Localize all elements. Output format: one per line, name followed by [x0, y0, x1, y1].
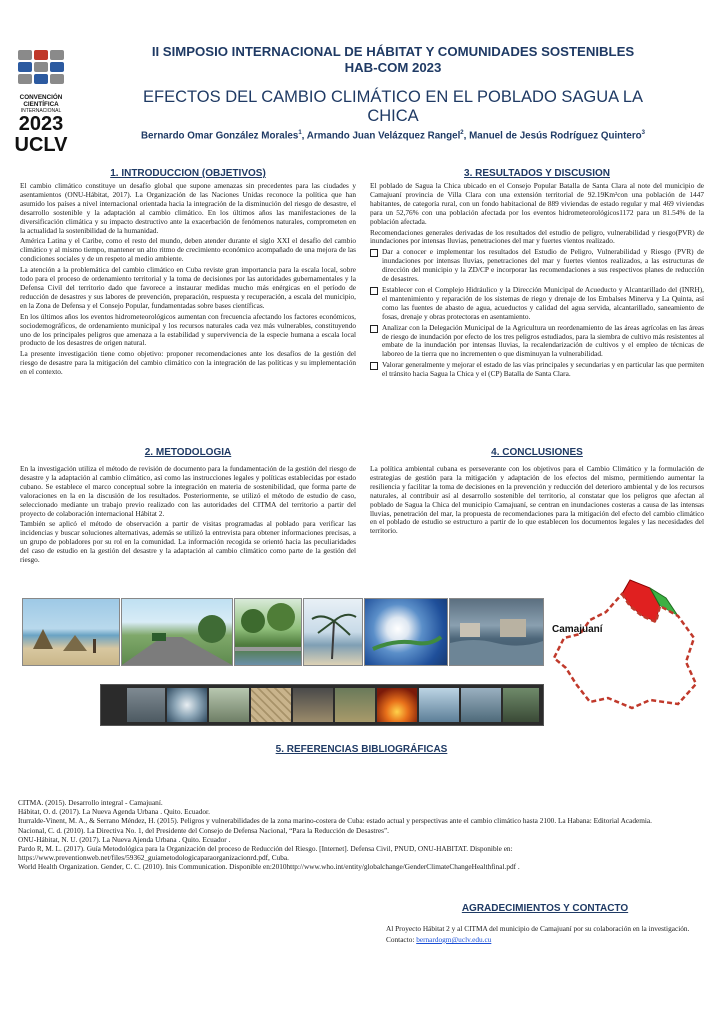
photo-palm-beach	[303, 598, 363, 666]
logo-uni: UCLV	[14, 134, 68, 156]
reference-item: Nacional, C. d. (2010). La Directiva No. 1, del Presidente del Consejo de Defensa Nacional, “Para la Reducción de Desastres”.	[18, 825, 390, 835]
metodologia-paragraph-1: En la investigación utiliza el método de revisión de documento para la fundamentación de la gestión del riesgo de desastre y la adaptación al cambio climático, así como las instrucciones legales y políticas establecidas por estado cubano. Se establece el marco conceptual sobre la integración en materia de sostenibilidad, que forma parte de valoraciones en la en la discusión de los resultados. Posteriormente, se utilizó el método de estudio de caso, seleccionado mediante un trabajo previo realizado con las autoridades del CITMA del territorio a partir del proyecto de colaboración internacional Hábitat 2.	[20, 464, 356, 518]
recommendation-text-3: Analizar con la Delegación Municipal de la Agricultura un reordenamiento de las áreas agrícolas en las áreas de riesgo de inundación por efecto de los tres peligros estudiados, para la siembra de cultivo más resistentes al embate de la inundación por intensas lluvias, la recalendarización de cultivos y el empleo de técnicas de laboreo de la tierra que no incrementen o que disminuyan la vulnerabilidad.	[382, 322, 704, 359]
section-title-conclusiones: 4. CONCLUSIONES	[491, 447, 583, 458]
author-2-affil: 2	[460, 130, 464, 136]
intro-paragraph-3: La atención a la problemática del cambio climático en Cuba reviste gran importancia para la escala local, sobre todo para el proceso de ordenamiento territorial y la toma de decisiones por las autoridades gubernamentales y la Defensa Civil del territorio dado que favorece a instaurar medidas mucho más enérgicas en el período de reducción de desastres y sus labores de prevención, preparación, respuesta y recuperación, a escala del municipio, en la Zona de Defensa y el Consejo Popular, fundamentadas sobre bases científicas.	[20, 265, 356, 310]
section-agradecimientos	[386, 925, 704, 947]
intro-paragraph-2: América Latina y el Caribe, como el resto del mundo, deben atender durante el siglo XXI el desafío del cambio climático y al mismo tiempo, mantener un alto ritmo de crecimiento económico acompañado de una mejora de las condiciones sociales y de un respeto al medio ambiente.	[20, 236, 356, 264]
conclusiones-paragraph-1: La política ambiental cubana es perseverante con los objetivos para el Cambio Climático y la formulación de estrategias de gestión para la mitigación y adaptación de los efectos del mismo, permitiendo aumentar la resiliencia y facilitar la toma de decisiones en la prevención y reducción del deterioro ambiental y de los recursos naturales, al contribuir así al desarrollo sostenible del territorio, al constatar que los peligros que afectan al poblado de Sagua la Chica del municipio Camajuaní, se centran en inundaciones costeras a causa de las intensas lluvias, penetración del mar, la propuesta de recomendaciones para la mitigación del efecto del cambio climático en el poblado de estudio se estructuro a partir de lo que establecen los documentos legales y las necesidades del territorio.	[370, 464, 704, 536]
reference-item: World Health Organization. Gender, C. C. (2010). Inis Communication. Disponible en:2010http://www.who.int/entity/globalchange/GenderClimateChangeHealthfinal.pdf .	[18, 862, 520, 872]
contact-email-link[interactable]: bernardogm@uclv.edu.cu	[416, 934, 492, 944]
section-conclusiones	[370, 465, 704, 538]
photo-strip	[100, 684, 544, 726]
resultados-paragraph-2: Recomendaciones generales derivadas de los resultados del estudio de peligro, vulnerabilidad y riesgo(PVR) de inundaciones por intensas lluvias, penetraciones del mar y fuertes vientos realizado.	[370, 227, 704, 246]
reference-item: ONU-Hábitat, N. U. (2017). La Nueva Ajenda Urbana . Quito. Ecuador .	[18, 834, 231, 844]
author-2: Armando Juan Velázquez Rangel	[306, 130, 461, 142]
photo-strip-5	[293, 688, 333, 722]
event-subtitle: HAB-COM 2023	[344, 60, 442, 75]
section-title-agradecimientos: AGRADECIMIENTOS Y CONTACTO	[461, 903, 629, 914]
author-1-affil: 1	[298, 130, 302, 136]
reference-item: Iturralde-Vinent, M. A., & Serrano Méndez, H. (2015). Peligros y vulnerabilidades de la zona marino-costera de Cuba: estado actual y perspectivas ante el cambio climático hasta 2100. La Habana: Editorial Academia.	[18, 816, 652, 826]
poster-title	[78, 88, 708, 126]
logo-year: 2023	[18, 113, 64, 135]
authors	[78, 130, 708, 141]
section-title-resultados: 3. RESULTADOS Y DISCUSION	[464, 168, 610, 179]
checkbox-bullet-icon	[370, 362, 378, 370]
poster-title-line2: CHICA	[367, 107, 419, 125]
intro-paragraph-4: En los últimos años los eventos hidrometeorológicos aumentan con frecuencia afectando los factores económicos, sociodemográficos, de ordenamiento municipal y los recursos naturales cada vez más vulnerables, constituyendo uno de los principales peligros que amenaza a la estabilidad y supervivencia de la especie humana a escala local producto de los desastres de origen natural.	[20, 311, 356, 348]
photo-strip-2	[167, 688, 207, 722]
reference-item: Pardo R, M. L. (2017). Guía Metodológica para la Organización del proceso de Reducción del Riesgo. [Internet]. Defensa Civil, PNUD, ONU-HABITAT. Disponible en: https://www.preventionweb.net/files/59362_guiametodologicaparaorganizacionrd.pdf, Cuba.	[18, 844, 513, 863]
photo-strip-4	[251, 688, 291, 722]
section-metodologia	[20, 465, 356, 567]
recommendation-item-1	[370, 248, 704, 284]
recommendation-text-4: Valorar generalmente y mejorar el estado de las vías principales y secundarias y en particular las que permiten el tránsito hacia Sagua la Chica y el (CP) Batalla de Santa Clara.	[382, 360, 704, 379]
event-title: II SIMPOSIO INTERNACIONAL DE HÁBITAT Y COMUNIDADES SOSTENIBLES	[151, 44, 635, 59]
author-sep-1: ,	[301, 130, 307, 142]
photo-strip-6	[335, 688, 375, 722]
intro-paragraph-1: El cambio climático constituye un desafío global que supone amenazas sin precedentes para las ciudades y asentamientos (ONU-Hábitat, 2017). La Organización de las Naciones Unidas reconoce la política que han asumido los países a nivel internacional orientada hacia la integración de la disminución del riesgo de desastre, el desarrollo sostenible y la adaptación al cambio climático. En los últimos años las manifestaciones de la diversificación climática y su impacto destructivo ante la exacerbación de fenómenos naturales, comprometen en la actualidad la sostenibilidad de la humanidad.	[20, 181, 356, 235]
author-3-affil: 3	[641, 130, 645, 136]
metodologia-paragraph-2: También se aplicó el método de observación a partir de visitas programadas al poblado para verificar las incidencias y buscar soluciones alternativas, además se utilizó la entrevista para obtener informaciones precisas, a un grupo de pobladores por su rol en la comunidad. La información recogida se orientó hacia las peculiaridades del caso de estudio en la gestión del desastre y la adaptación al cambio climático como parte de la gestión del riesgo.	[20, 519, 356, 565]
photo-strip-10	[503, 688, 539, 722]
recommendation-item-4	[370, 361, 704, 379]
recommendation-item-3	[370, 324, 704, 360]
contact-line	[386, 936, 704, 945]
logo-cientifica: CIENTÍFICA	[23, 101, 59, 108]
photo-road	[121, 598, 233, 666]
photo-strip-9	[461, 688, 501, 722]
checkbox-bullet-icon	[370, 325, 378, 333]
photo-satellite-storm	[364, 598, 448, 666]
recommendation-item-2	[370, 286, 704, 322]
photo-flooded-coast	[449, 598, 544, 666]
acknowledgement-text: Al Proyecto Hábitat 2 y al CITMA del municipio de Camajuaní por su colaboración en la investigación.	[386, 924, 690, 933]
intro-paragraph-5: La presente investigación tiene como objetivo: proponer recomendaciones ante los desafíos de la gestión del riesgo de desastre para la mitigación del cambio climático con la integración de las políticas y su implementación en el contexto.	[20, 349, 356, 377]
reference-list	[18, 798, 708, 872]
reference-item: Hábitat, O. d. (2017). La Nueva Agenda Urbana . Quito. Ecuador.	[18, 807, 210, 817]
section-title-metodologia: 2. METODOLOGIA	[144, 447, 232, 458]
recommendation-text-1: Dar a conocer e implementar los resultados del Estudio de Peligro, Vulnerabilidad y Riesgo (PVR) de inundaciones por intensas lluvias, penetraciones del mar y fuertes vientos realizados, a las estructuras de dirección del municipio y la ZD/CP e incorporar las recomendaciones a sus respectivos planes de reducción de desastres.	[382, 247, 704, 284]
author-sep-2: ,	[463, 130, 470, 142]
map-label: Camajuaní	[552, 624, 603, 635]
logo-internacional: INTERNACIONAL	[20, 108, 62, 114]
section-title-introduccion: 1. INTRODUCCION (OBJETIVOS)	[110, 168, 266, 179]
photo-river-bridge	[234, 598, 302, 666]
photo-strip-1	[127, 688, 165, 722]
checkbox-bullet-icon	[370, 287, 378, 295]
photo-beach	[22, 598, 120, 666]
camajuani-map	[546, 576, 702, 712]
author-1: Bernardo Omar González Morales	[140, 130, 299, 142]
checkbox-bullet-icon	[370, 249, 378, 257]
reference-item: CITMA. (2015). Desarrollo integral - Camajuaní.	[18, 798, 163, 807]
resultados-paragraph-1: El poblado de Sagua la Chica ubicado en el Consejo Popular Batalla de Santa Clara al note del municipio de Camajuaní provincia de Villa Clara con una extensión territorial de 92.19Km²con una población de 1447 habitantes, de categoría rural, con un fondo habitacional de 889 viviendas de estado regular y mal 469 viviendas para un 52,76% con una población afectada por los eventos hidrometeorológicos1172 para un 81.54% de la población afectada.	[370, 181, 704, 226]
event-logo	[14, 48, 68, 160]
recommendation-text-2: Establecer con el Complejo Hidráulico y la Dirección Municipal de Acueducto y Alcantarillado del (INRH), el mantenimiento y reparación de los sistemas de riego y drenaje de los Embalses Minerva y La Quinta, así como las fuentes de abasto de agua, acueductos y calidad del agua servida, alcantarillado, saneamiento de fosas, drenaje y obras protectoras en asentamiento.	[382, 284, 704, 321]
section-title-referencias: 5. REFERENCIAS BIBLIOGRÁFICAS	[275, 744, 448, 755]
photo-strip-8	[419, 688, 459, 722]
contact-label: Contacto:	[386, 934, 417, 944]
photo-strip-3	[209, 688, 249, 722]
logo-squares-icon	[14, 48, 68, 96]
photo-strip-7	[377, 688, 417, 722]
section-introduccion	[20, 182, 356, 379]
author-3: Manuel de Jesús Rodríguez Quintero	[469, 130, 642, 142]
section-resultados	[370, 182, 704, 381]
poster-title-line1: EFECTOS DEL CAMBIO CLIMÁTICO EN EL POBLADO SAGUA LA	[142, 88, 644, 106]
logo-convencion: CONVENCIÓN	[19, 94, 63, 101]
